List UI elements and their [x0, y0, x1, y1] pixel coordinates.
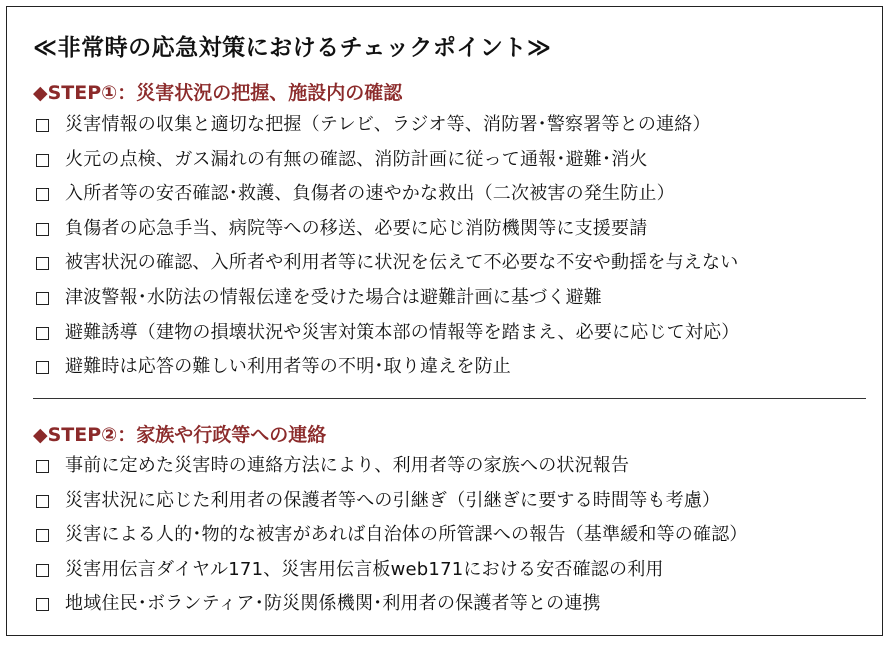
checklist-frame	[6, 6, 883, 636]
checkbox[interactable]	[36, 529, 49, 542]
checklist-item-text: 事前に定めた災害時の連絡方法により、利用者等の家族への状況報告	[65, 455, 630, 476]
checkbox[interactable]	[36, 188, 49, 201]
checkbox[interactable]	[36, 327, 49, 340]
checklist-item-text: 災害用伝言ダイヤル171、災害用伝言板web171における安否確認の利用	[65, 558, 664, 580]
step2-heading: ◆STEP②：家族や行政等への連絡	[33, 424, 327, 446]
checkbox[interactable]	[36, 460, 49, 473]
checkbox[interactable]	[36, 292, 49, 305]
checklist-item-text: 災害による人的･物的な被害があれば自治体の所管課への報告（基準緩和等の確認）	[65, 524, 748, 546]
checklist-item-text: 災害状況に応じた利用者の保護者等への引継ぎ（引継ぎに要する時間等も考慮）	[65, 489, 721, 511]
checklist-item-text: 災害情報の収集と適切な把握（テレビ、ラジオ等、消防署･警察署等との連絡）	[65, 114, 711, 135]
checklist-item-text: 負傷者の応急手当、病院等への移送、必要に応じ消防機関等に支援要請	[65, 217, 648, 239]
checklist-item-text: 地域住民･ボランティア･防災関係機関･利用者の保護者等との連携	[65, 593, 601, 615]
checklist-item-text: 入所者等の安否確認･救護、負傷者の速やかな救出（二次被害の発生防止）	[65, 183, 675, 205]
step1-heading: ◆STEP①：災害状況の把握、施設内の確認	[33, 82, 403, 104]
checkbox[interactable]	[36, 119, 49, 132]
checkbox[interactable]	[36, 154, 49, 167]
checklist-title: ≪非常時の応急対策におけるチェックポイント≫	[33, 35, 552, 61]
checkbox[interactable]	[36, 564, 49, 577]
checkbox[interactable]	[36, 361, 49, 374]
section-divider	[33, 398, 866, 399]
checklist-item-text: 避難誘導（建物の損壊状況や災害対策本部の情報等を踏まえ、必要に応じて対応）	[65, 321, 740, 343]
checklist-item-text: 津波警報･水防法の情報伝達を受けた場合は避難計画に基づく避難	[65, 286, 602, 308]
checklist-item-text: 被害状況の確認、入所者や利用者等に状況を伝えて不必要な不安や動揺を与えない	[65, 252, 739, 274]
checklist-item-text: 火元の点検、ガス漏れの有無の確認、消防計画に従って通報･避難･消火	[65, 148, 648, 170]
checkbox[interactable]	[36, 257, 49, 270]
checkbox[interactable]	[36, 598, 49, 611]
checkbox[interactable]	[36, 495, 49, 508]
checkbox[interactable]	[36, 223, 49, 236]
checklist-item-text: 避難時は応答の難しい利用者等の不明･取り違えを防止	[65, 356, 511, 378]
